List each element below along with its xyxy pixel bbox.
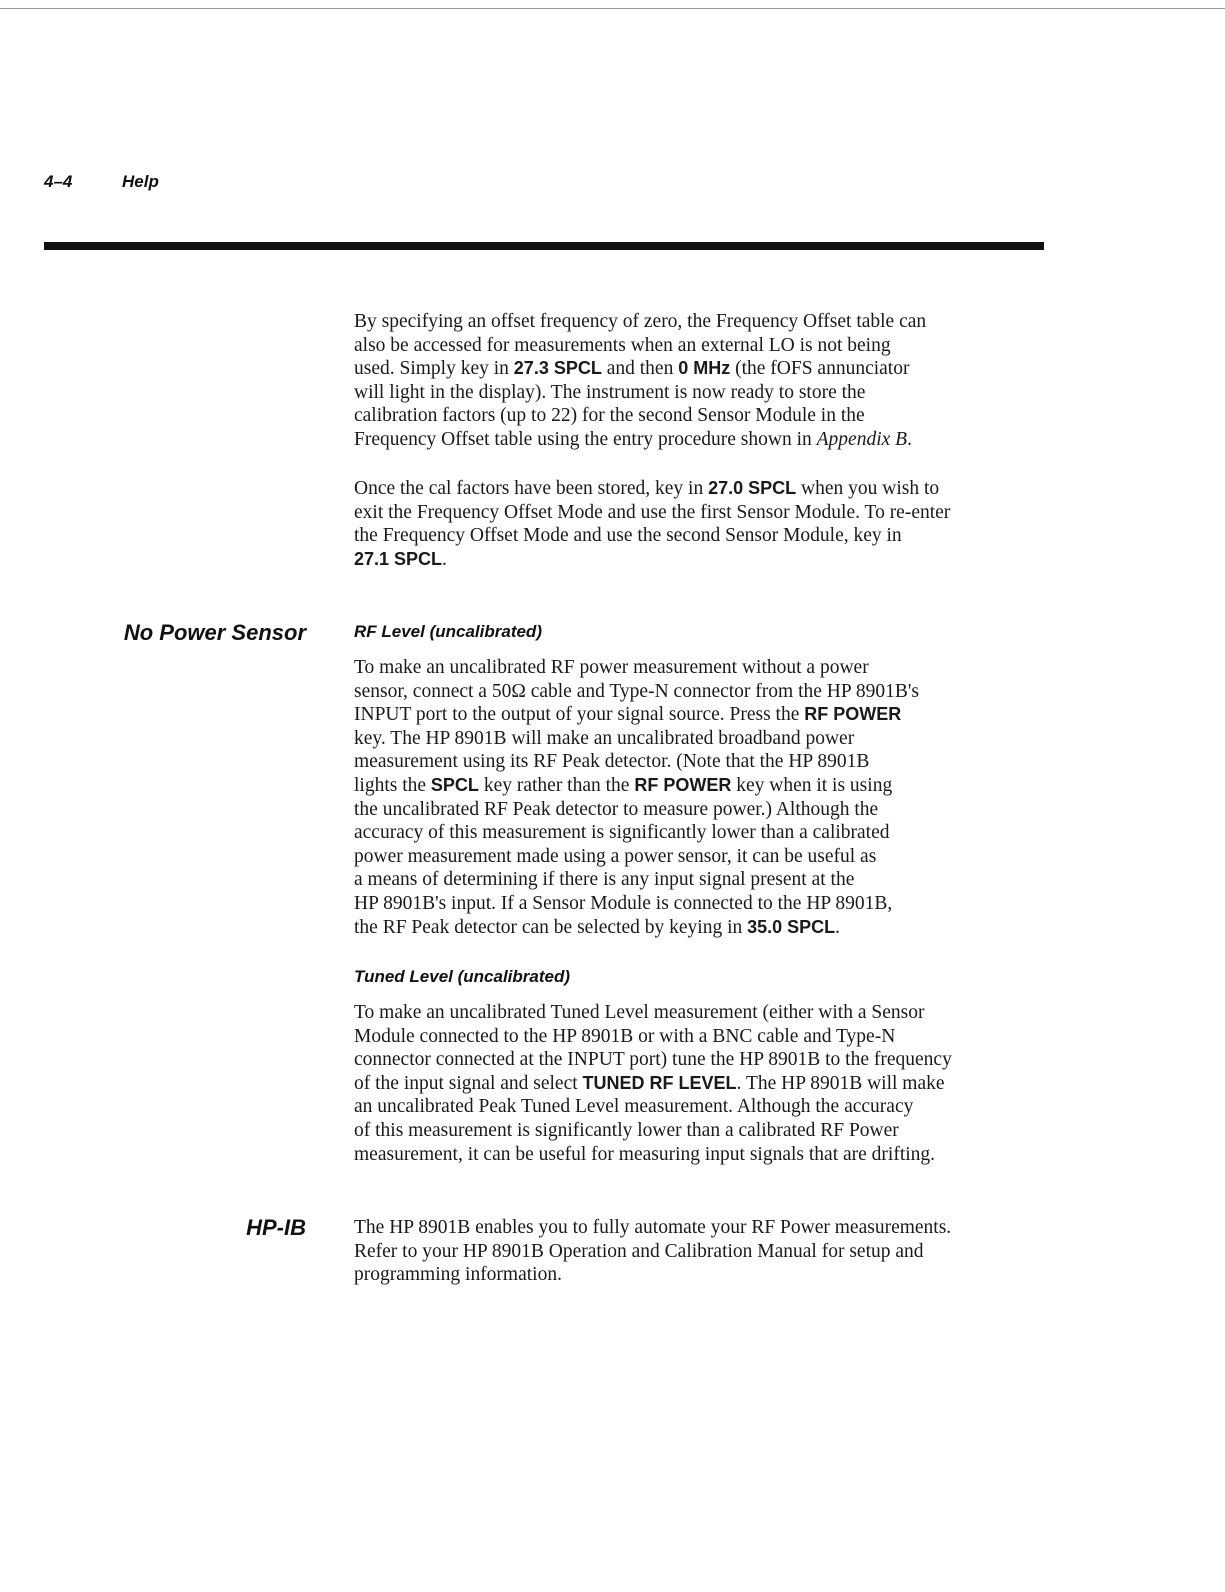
text-line: of this measurement is significantly lower than a calibrated RF Power <box>354 1119 899 1141</box>
key-sequence: RF POWER <box>804 704 902 725</box>
text-line: To make an uncalibrated Tuned Level measurement (either with a Sensor <box>354 1002 925 1023</box>
text-run: Once the cal factors have been stored, key in <box>354 478 709 499</box>
text-line: an uncalibrated Peak Tuned Level measurement. Although the accuracy <box>354 1096 914 1118</box>
text-run: lights the <box>354 774 431 796</box>
text-run: of the input signal and select <box>354 1072 583 1094</box>
key-sequence: 35.0 SPCL <box>747 916 836 937</box>
text-line: measurement, it can be useful for measuring input signals that are drifting. <box>354 1143 936 1165</box>
text-run: (the fOFS annunciator <box>730 358 910 380</box>
text-line <box>354 548 1054 572</box>
section-heading-no-power-sensor: No Power Sensor <box>123 620 306 645</box>
text-line: also be accessed for measurements when an external LO is not being <box>354 334 891 356</box>
key-sequence: RF POWER <box>634 774 732 795</box>
text-line: a means of determining if there is any input signal present at the <box>354 869 855 891</box>
appendix-reference: Appendix B <box>816 428 908 450</box>
text-line: will light in the display). The instrument is now ready to store the <box>354 381 866 403</box>
text-line: Module connected to the HP 8901B or with a BNC cable and Type-N <box>354 1025 896 1047</box>
text-run: used. Simply key in <box>354 358 514 380</box>
text-line <box>354 916 1054 940</box>
text-line: The HP 8901B enables you to fully automate your RF Power measurements. <box>354 1217 952 1238</box>
text-line: sensor, connect a 50Ω cable and Type-N connector from the HP 8901B's <box>354 680 919 702</box>
text-run: . <box>835 916 841 938</box>
text-line <box>354 477 1054 501</box>
intro-paragraph-1 <box>354 310 1054 452</box>
text-line <box>354 1072 1054 1096</box>
page-number: 4–4 <box>44 172 73 191</box>
key-sequence: 27.1 SPCL <box>354 548 443 569</box>
key-sequence: 27.3 SPCL <box>513 358 602 379</box>
running-header <box>44 172 159 192</box>
text-line: By specifying an offset frequency of zero, the Frequency Offset table can <box>354 311 927 332</box>
text-line: power measurement made using a power sensor, it can be useful as <box>354 845 877 867</box>
text-run: the RF Peak detector can be selected by keying in <box>354 916 748 938</box>
key-sequence: 27.0 SPCL <box>708 478 797 498</box>
text-run: when you wish to <box>796 478 940 499</box>
text-line: Refer to your HP 8901B Operation and Calibration Manual for setup and <box>354 1240 924 1262</box>
hp-ib-paragraph <box>354 1216 1054 1287</box>
text-line: calibration factors (up to 22) for the second Sensor Module in the <box>354 405 865 427</box>
text-line: key. The HP 8901B will make an uncalibrated broadband power <box>354 727 855 749</box>
subheading-tuned-level: Tuned Level (uncalibrated) <box>354 967 571 986</box>
header-rule <box>44 242 1044 250</box>
rf-level-paragraph <box>354 656 1054 939</box>
subheading-rf-level: RF Level (uncalibrated) <box>354 622 542 641</box>
text-line <box>354 357 1054 381</box>
key-sequence: TUNED RF LEVEL <box>582 1072 737 1093</box>
key-sequence: SPCL <box>430 774 479 795</box>
text-run: . The HP 8901B will make <box>736 1072 945 1094</box>
key-sequence: 0 MHz <box>678 358 731 379</box>
text-run: key when it is using <box>731 774 893 796</box>
text-line: HP 8901B's input. If a Sensor Module is connected to the HP 8901B, <box>354 892 893 914</box>
text-line: exit the Frequency Offset Mode and use the first Sensor Module. To re-enter <box>354 501 951 523</box>
text-run: Frequency Offset table using the entry procedure shown in <box>354 428 817 450</box>
text-line: accuracy of this measurement is significantly lower than a calibrated <box>354 822 890 844</box>
intro-paragraph-2 <box>354 477 1054 571</box>
text-line: connector connected at the INPUT port) tune the HP 8901B to the frequency <box>354 1049 952 1071</box>
top-border-rule <box>0 8 1225 9</box>
text-line <box>354 774 1054 798</box>
section-heading-hp-ib: HP-IB <box>246 1215 306 1240</box>
text-run: INPUT port to the output of your signal source. Press the <box>354 704 805 726</box>
text-line: measurement using its RF Peak detector. (Note that the HP 8901B <box>354 751 870 773</box>
tuned-level-paragraph <box>354 1001 1054 1166</box>
text-line: programming information. <box>354 1264 562 1286</box>
text-run: key rather than the <box>478 774 635 796</box>
text-run: . <box>442 548 447 570</box>
section-title: Help <box>122 172 159 191</box>
text-line: To make an uncalibrated RF power measurement without a power <box>354 657 869 678</box>
text-line: the uncalibrated RF Peak detector to measure power.) Although the <box>354 798 879 820</box>
text-line: the Frequency Offset Mode and use the second Sensor Module, key in <box>354 525 902 547</box>
text-run: and then <box>601 358 679 380</box>
text-line <box>354 703 1054 727</box>
text-line <box>354 428 1054 452</box>
text-run: . <box>907 428 912 450</box>
